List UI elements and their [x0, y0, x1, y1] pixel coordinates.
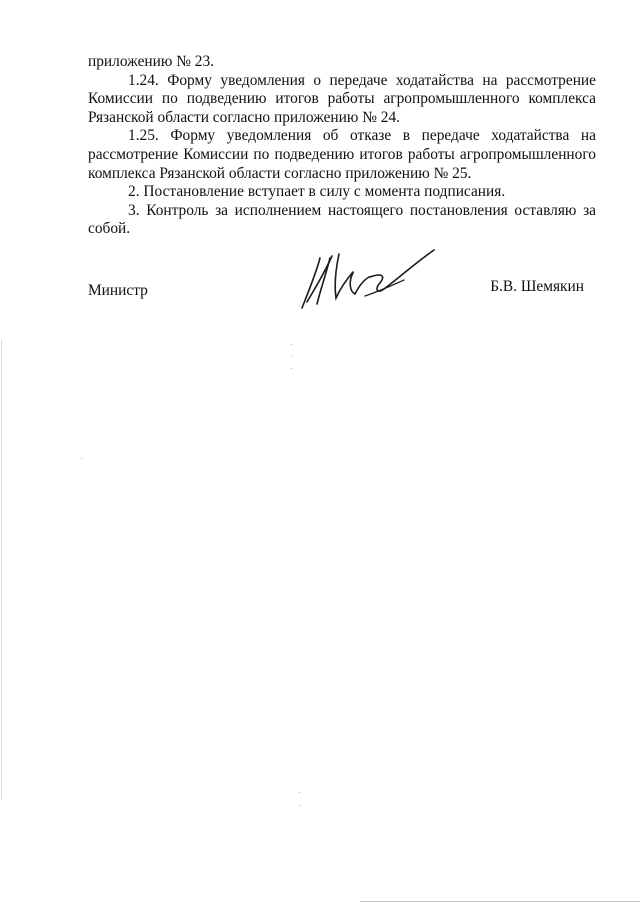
scan-speck: [299, 805, 300, 806]
paragraph-continuation: приложению № 23.: [88, 53, 215, 70]
scan-edge-bottom: [360, 901, 640, 902]
paragraph-1-24: 1.24. Форму уведомления о передаче ходатайства на рассмотрение Комиссии по подведению итогов работы агропромышленного комплекса Рязанской области согласно приложению № 24.: [88, 71, 596, 126]
scan-speck: [81, 458, 82, 459]
scan-speck: [291, 356, 292, 357]
scan-speck: [291, 344, 292, 345]
handwritten-signature-icon: [292, 246, 442, 321]
paragraph-1-25: 1.25. Форму уведомления об отказе в передаче ходатайства на рассмотрение Комиссии по подведению итогов работы агропромышленного комплекса Рязанской области согласно приложению № 25.: [88, 127, 596, 182]
scan-speck: [291, 368, 292, 369]
document-body: [88, 53, 596, 239]
scan-edge-left: [1, 340, 2, 800]
paragraph-2: 2. Постановление вступает в силу с момента подписания.: [128, 183, 506, 201]
scan-speck: [299, 792, 300, 793]
signer-name: Б.В. Шемякин: [490, 278, 584, 295]
paragraph-3: 3. Контроль за исполнением настоящего постановления оставляю за собой.: [88, 201, 596, 238]
signer-role: Министр: [88, 282, 148, 299]
